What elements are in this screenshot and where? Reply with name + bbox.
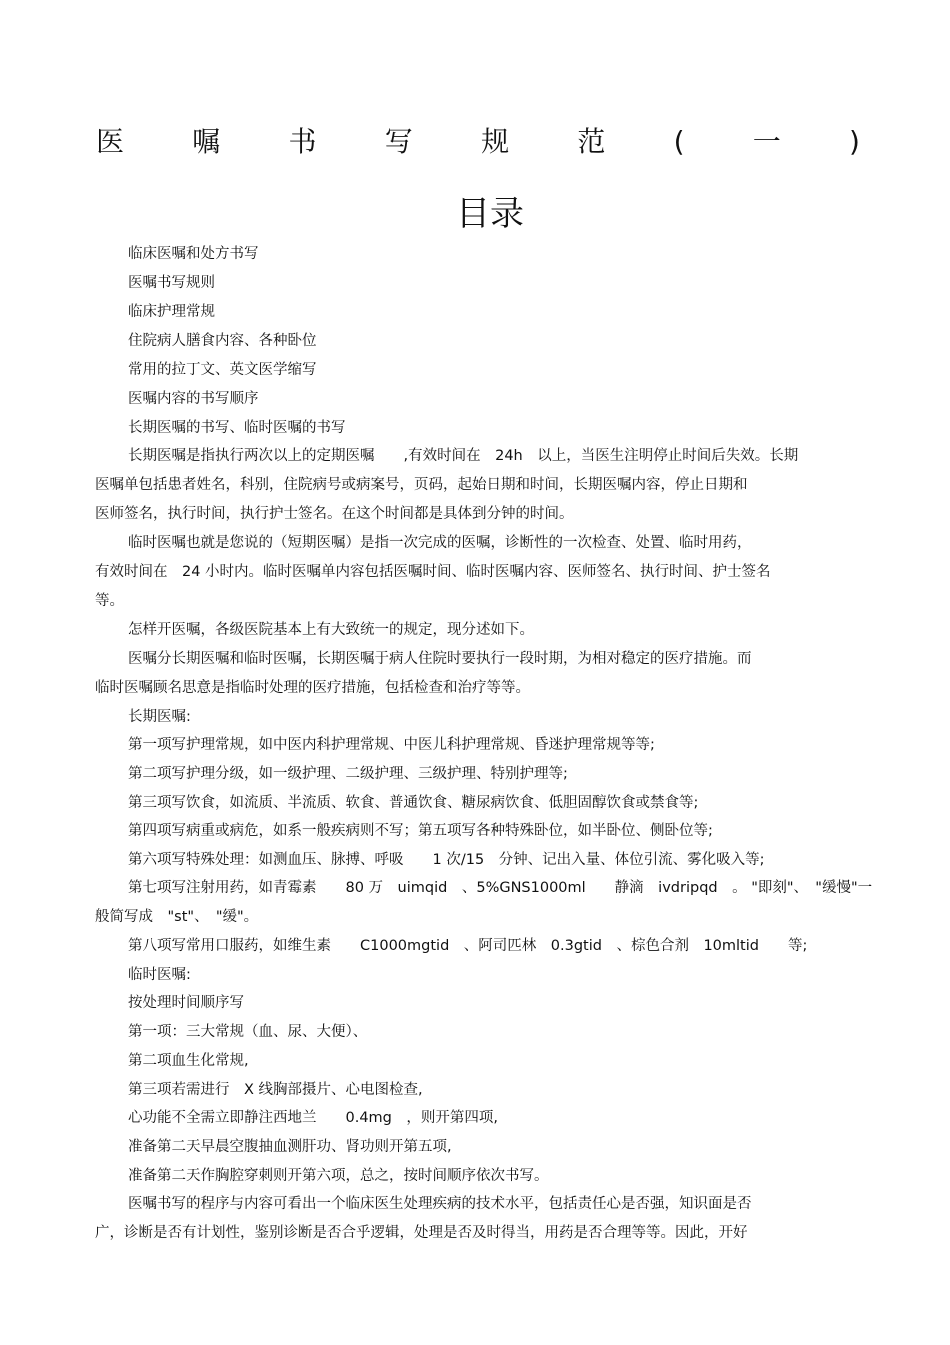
body-line: 临时医嘱也就是您说的（短期医嘱）是指一次完成的医嘱，诊断性的一次检查、处置、临时用药， [128, 535, 752, 551]
body-line: 等。 [95, 593, 124, 609]
title-char: 范 [577, 125, 606, 158]
title-char: 写 [384, 125, 413, 158]
body-line: 般简写成 "st"、 "缓"。 [95, 909, 259, 925]
body-line: 第二项血生化常规, [128, 1053, 249, 1069]
title-char: 医 [96, 125, 125, 158]
body-line: 第四项写病重或病危，如系一般疾病则不写；第五项写各种特殊卧位，如半卧位、侧卧位等; [128, 823, 713, 839]
body-line: 临时医嘱顾名思意是指临时处理的医疗措施，包括检查和治疗等等。 [95, 680, 530, 696]
body-line: 准备第二天作胸腔穿刺则开第六项，总之，按时间顺序依次书写。 [128, 1168, 549, 1184]
toc-item: 长期医嘱的书写、临时医嘱的书写 [128, 420, 346, 436]
body-line: 第三项若需进行 X 线胸部摄片、心电图检查, [128, 1082, 423, 1098]
body-line: 第二项写护理分级，如一级护理、二级护理、三级护理、特别护理等; [128, 766, 568, 782]
body-line: 医嘱单包括患者姓名，科别，住院病号或病案号，页码，起始日期和时间，长期医嘱内容，停止日期和 [95, 477, 748, 493]
title-char: 规 [481, 125, 510, 158]
body-line: 第七项写注射用药，如青霉素 80 万 uimqid 、5%GNS1000ml 静滴 ivdripqd 。 "即刻"、 "缓慢"一 [128, 880, 873, 896]
body-line: 第三项写饮食，如流质、半流质、软食、普通饮食、糖尿病饮食、低胆固醇饮食或禁食等; [128, 795, 699, 811]
body-line: 长期医嘱是指执行两次以上的定期医嘱 ,有效时间在 24h 以上，当医生注明停止时间后失效。长期 [128, 448, 799, 464]
toc-heading: 目录 [456, 194, 524, 234]
body-line: 长期医嘱: [128, 709, 191, 725]
body-line: 准备第二天早晨空腹抽血测肝功、肾功则开第五项, [128, 1139, 452, 1155]
body-line: 医嘱分长期医嘱和临时医嘱，长期医嘱于病人住院时要执行一段时期，为相对稳定的医疗措施。而 [128, 651, 752, 667]
body-line: 医嘱书写的程序与内容可看出一个临床医生处理疾病的技术水平，包括责任心是否强，知识面是否 [128, 1196, 752, 1212]
body-line: 第六项写特殊处理：如测血压、脉搏、呼吸 1 次/15 分钟、记出入量、体位引流、雾化吸入等; [128, 852, 765, 868]
body-line: 有效时间在 24 小时内。临时医嘱单内容包括医嘱时间、临时医嘱内容、医师签名、执行时间、护士签名 [95, 564, 771, 580]
body-line: 怎样开医嘱，各级医院基本上有大致统一的规定，现分述如下。 [128, 622, 534, 638]
toc-item: 临床护理常规 [128, 304, 215, 320]
title-char: 嘱 [192, 125, 221, 158]
body-line: 心功能不全需立即静注西地兰 0.4mg ，则开第四项, [128, 1110, 498, 1126]
body-line: 按处理时间顺序写 [128, 995, 244, 1011]
toc-item: 常用的拉丁文、英文医学缩写 [128, 362, 317, 378]
document-title [96, 124, 860, 160]
title-char: 一 [752, 125, 781, 158]
body-line: 第八项写常用口服药，如维生素 C1000mgtid 、阿司匹林 0.3gtid 、棕色合剂 10mltid 等; [128, 938, 808, 954]
title-char: ) [849, 125, 860, 158]
toc-item: 医嘱内容的书写顺序 [128, 391, 259, 407]
body-line: 医师签名，执行时间，执行护士签名。在这个时间都是具体到分钟的时间。 [95, 506, 574, 522]
toc-item: 医嘱书写规则 [128, 275, 215, 291]
body-line: 临时医嘱: [128, 967, 191, 983]
body-line: 第一项：三大常规（血、尿、大便）、 [128, 1024, 368, 1040]
toc-item: 临床医嘱和处方书写 [128, 246, 259, 262]
title-char: 书 [288, 125, 317, 158]
body-line: 广，诊断是否有计划性，鉴别诊断是否合乎逻辑，处理是否及时得当，用药是否合理等等。因此，开好 [95, 1225, 748, 1241]
body-line: 第一项写护理常规，如中医内科护理常规、中医儿科护理常规、昏迷护理常规等等; [128, 737, 655, 753]
toc-item: 住院病人膳食内容、各种卧位 [128, 333, 317, 349]
title-char: ( [673, 125, 685, 158]
